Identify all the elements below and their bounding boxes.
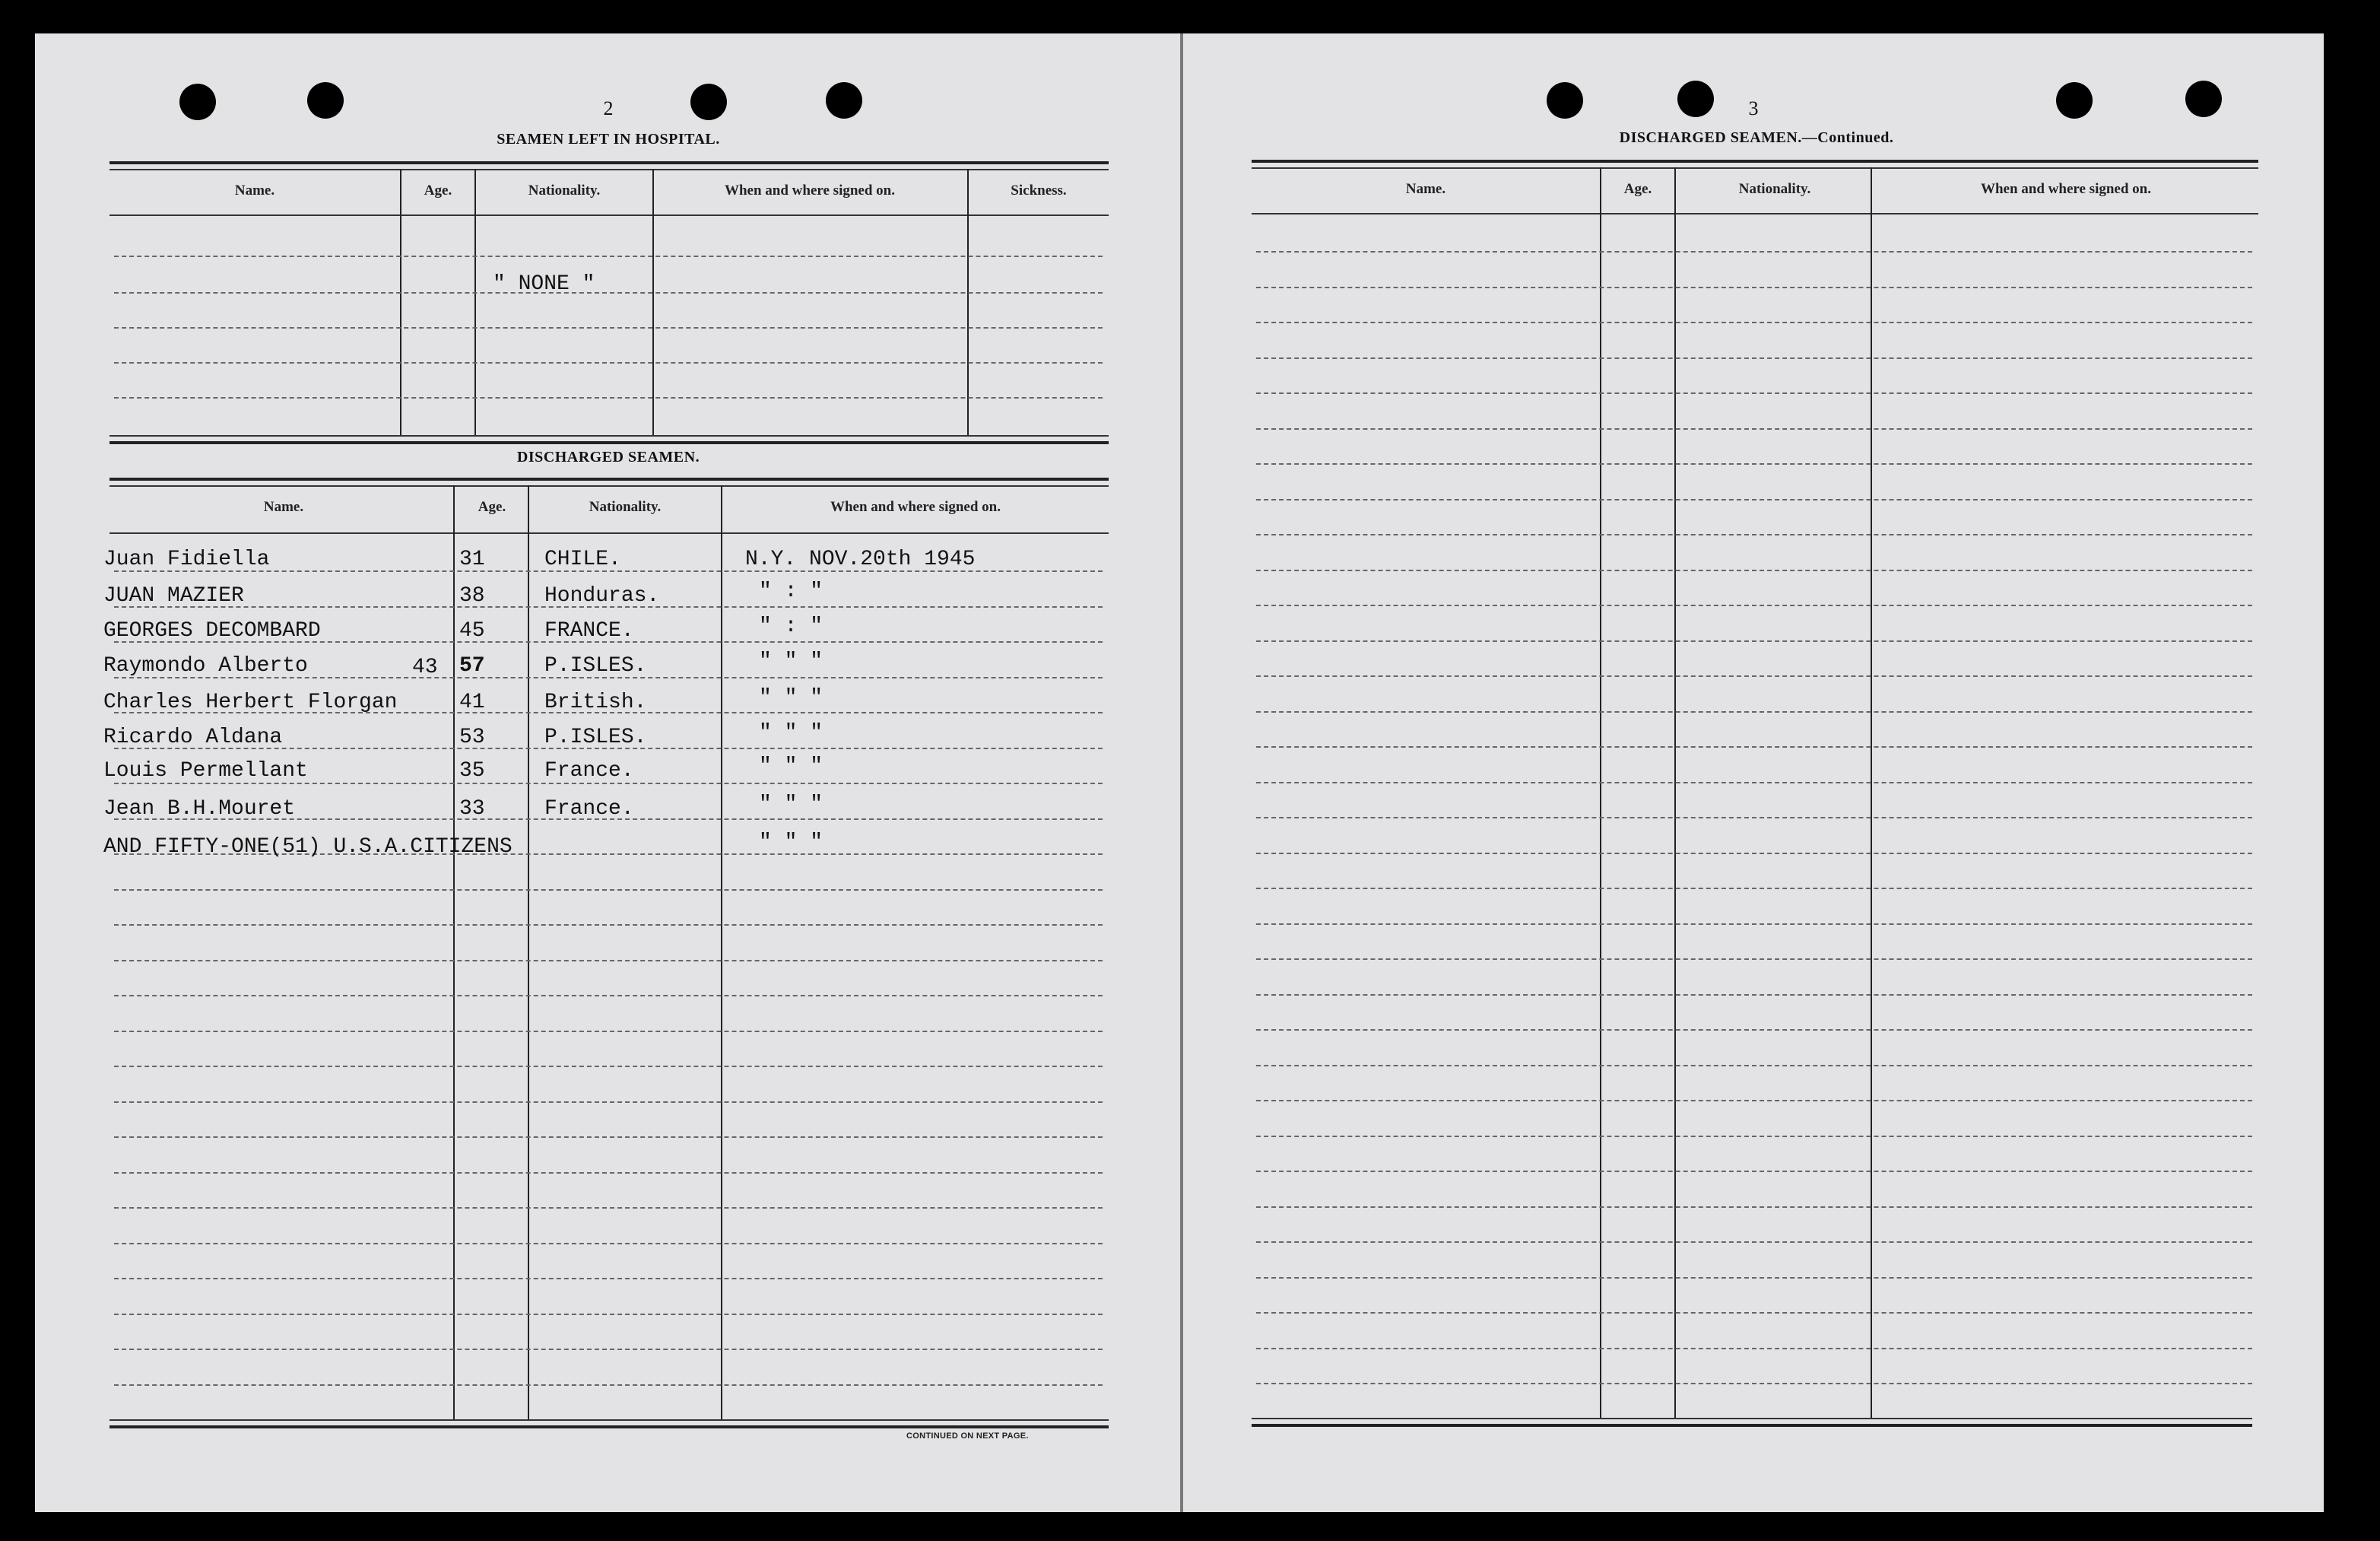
seaman-name: Juan Fidiella — [103, 548, 270, 571]
ruled-line — [114, 960, 1103, 961]
seaman-age: 41 — [459, 691, 485, 714]
ruled-line — [1256, 1277, 2252, 1279]
seaman-signed-on: " " " — [759, 831, 823, 854]
punch-hole — [307, 82, 344, 119]
ruled-line — [1256, 923, 2252, 925]
seaman-nationality: France. — [544, 797, 634, 821]
ruled-line — [1256, 392, 2252, 394]
punch-hole — [690, 84, 727, 120]
seaman-age: 33 — [459, 797, 485, 821]
col-header-nationality: Nationality. — [528, 183, 601, 199]
seaman-age-note: 43 — [412, 656, 438, 679]
seaman-signed-on: " " " — [759, 650, 823, 673]
ruled-line — [1256, 853, 2252, 854]
punch-hole — [1677, 81, 1714, 117]
seaman-name: Louis Permellant — [103, 759, 308, 783]
continued-note: CONTINUED ON NEXT PAGE. — [906, 1431, 1029, 1441]
seaman-nationality: P.ISLES. — [544, 726, 647, 749]
ruled-line — [1256, 1241, 2252, 1243]
punch-hole — [1547, 82, 1583, 119]
ruled-line — [114, 1314, 1103, 1315]
col-header-age: Age. — [1623, 181, 1652, 197]
punch-hole — [179, 84, 216, 120]
ruled-line — [1256, 888, 2252, 889]
seaman-signed-on: " " " — [759, 793, 823, 816]
ruled-line — [114, 924, 1103, 926]
punch-hole — [2056, 82, 2093, 119]
ruled-line — [1256, 746, 2252, 748]
seaman-age: 35 — [459, 759, 485, 783]
ruled-line — [1256, 322, 2252, 323]
ruled-line — [1256, 994, 2252, 996]
seaman-nationality: Honduras. — [544, 584, 660, 608]
seaman-age: 31 — [459, 548, 485, 571]
ruled-line — [1256, 570, 2252, 571]
col-header-nationality: Nationality. — [1738, 181, 1811, 197]
seaman-name: Jean B.H.Mouret — [103, 797, 296, 821]
seaman-age: 57 — [459, 654, 485, 678]
ruled-line — [1256, 640, 2252, 642]
ruled-line — [1256, 287, 2252, 288]
col-header-name: Name. — [234, 183, 275, 199]
ruled-line — [1256, 1100, 2252, 1101]
ruled-line — [1256, 1312, 2252, 1314]
punch-hole — [2185, 81, 2222, 117]
ruled-line — [1256, 1171, 2252, 1172]
seaman-nationality: British. — [544, 691, 647, 714]
ruled-line — [114, 1278, 1103, 1279]
seaman-name: Ricardo Aldana — [103, 726, 283, 749]
ruled-line — [114, 995, 1103, 996]
seaman-signed-on: " : " — [759, 580, 823, 603]
ruled-line — [114, 1172, 1103, 1174]
ruled-line — [1256, 675, 2252, 677]
ruled-line — [114, 889, 1103, 891]
col-header-signed-on: When and where signed on. — [1980, 181, 2151, 197]
seaman-signed-on: N.Y. NOV.20th 1945 — [745, 548, 976, 571]
ruled-line — [114, 1384, 1103, 1386]
seaman-nationality: CHILE. — [544, 548, 621, 571]
seaman-age: 53 — [459, 726, 485, 749]
ruled-line — [114, 783, 1103, 784]
ruled-line — [1256, 1383, 2252, 1384]
discharged-section-title: DISCHARGED SEAMEN. — [516, 449, 700, 465]
seaman-signed-on: " " " — [759, 755, 823, 778]
ruled-line — [1256, 463, 2252, 465]
ruled-line — [1256, 499, 2252, 500]
page-number: 2 — [603, 97, 614, 119]
seaman-nationality: P.ISLES. — [544, 654, 647, 678]
ruled-line — [1256, 357, 2252, 359]
ruled-line — [1256, 534, 2252, 535]
col-header-age: Age. — [424, 183, 452, 199]
seaman-nationality: France. — [544, 759, 634, 783]
discharged-continued-title: DISCHARGED SEAMEN.—Continued. — [1619, 129, 1894, 146]
ruled-line — [1256, 1348, 2252, 1349]
ruled-line — [1256, 605, 2252, 606]
ruled-line — [114, 1066, 1103, 1067]
table-top-rule — [109, 161, 1109, 164]
seaman-signed-on: " : " — [759, 615, 823, 638]
col-header-name: Name. — [263, 499, 304, 515]
seaman-signed-on: " " " — [759, 686, 823, 710]
seaman-name: Charles Herbert Florgan — [103, 691, 398, 714]
ruled-line — [1256, 782, 2252, 783]
col-header-nationality: Nationality. — [589, 499, 662, 515]
ruled-line — [1256, 1206, 2252, 1208]
seaman-age: 45 — [459, 619, 485, 643]
seaman-name: GEORGES DECOMBARD — [103, 619, 321, 643]
seaman-name: Raymondo Alberto — [103, 654, 308, 678]
page-number: 3 — [1748, 97, 1759, 119]
col-header-signed-on: When and where signed on. — [724, 183, 895, 199]
seaman-name: AND FIFTY-ONE(51) U.S.A.CITIZENS — [103, 835, 512, 859]
seaman-nationality: FRANCE. — [544, 619, 634, 643]
ruled-line — [114, 1136, 1103, 1138]
hospital-none-entry: " NONE " — [493, 272, 595, 296]
ruled-line — [1256, 1065, 2252, 1066]
ruled-line — [1256, 428, 2252, 430]
ruled-line — [1256, 817, 2252, 818]
ruled-line — [1256, 958, 2252, 960]
seaman-signed-on: " " " — [759, 721, 823, 745]
page-fold — [1180, 33, 1183, 1512]
ruled-line — [1256, 1136, 2252, 1137]
ruled-line — [114, 1349, 1103, 1350]
ruled-line — [1256, 251, 2252, 253]
ruled-line — [114, 1101, 1103, 1103]
col-header-age: Age. — [478, 499, 506, 515]
ruled-line — [114, 1243, 1103, 1244]
right-page — [1183, 33, 2324, 1512]
seaman-age: 38 — [459, 584, 485, 608]
hospital-section-title: SEAMEN LEFT IN HOSPITAL. — [497, 131, 720, 148]
seaman-name: JUAN MAZIER — [103, 584, 244, 608]
ruled-line — [1256, 711, 2252, 713]
col-header-sickness: Sickness. — [1011, 183, 1067, 199]
ruled-line — [114, 1031, 1103, 1032]
ruled-line — [114, 1207, 1103, 1209]
punch-hole — [826, 82, 862, 119]
col-header-name: Name. — [1405, 181, 1446, 197]
col-header-signed-on: When and where signed on. — [830, 499, 1001, 515]
ruled-line — [1256, 1029, 2252, 1031]
